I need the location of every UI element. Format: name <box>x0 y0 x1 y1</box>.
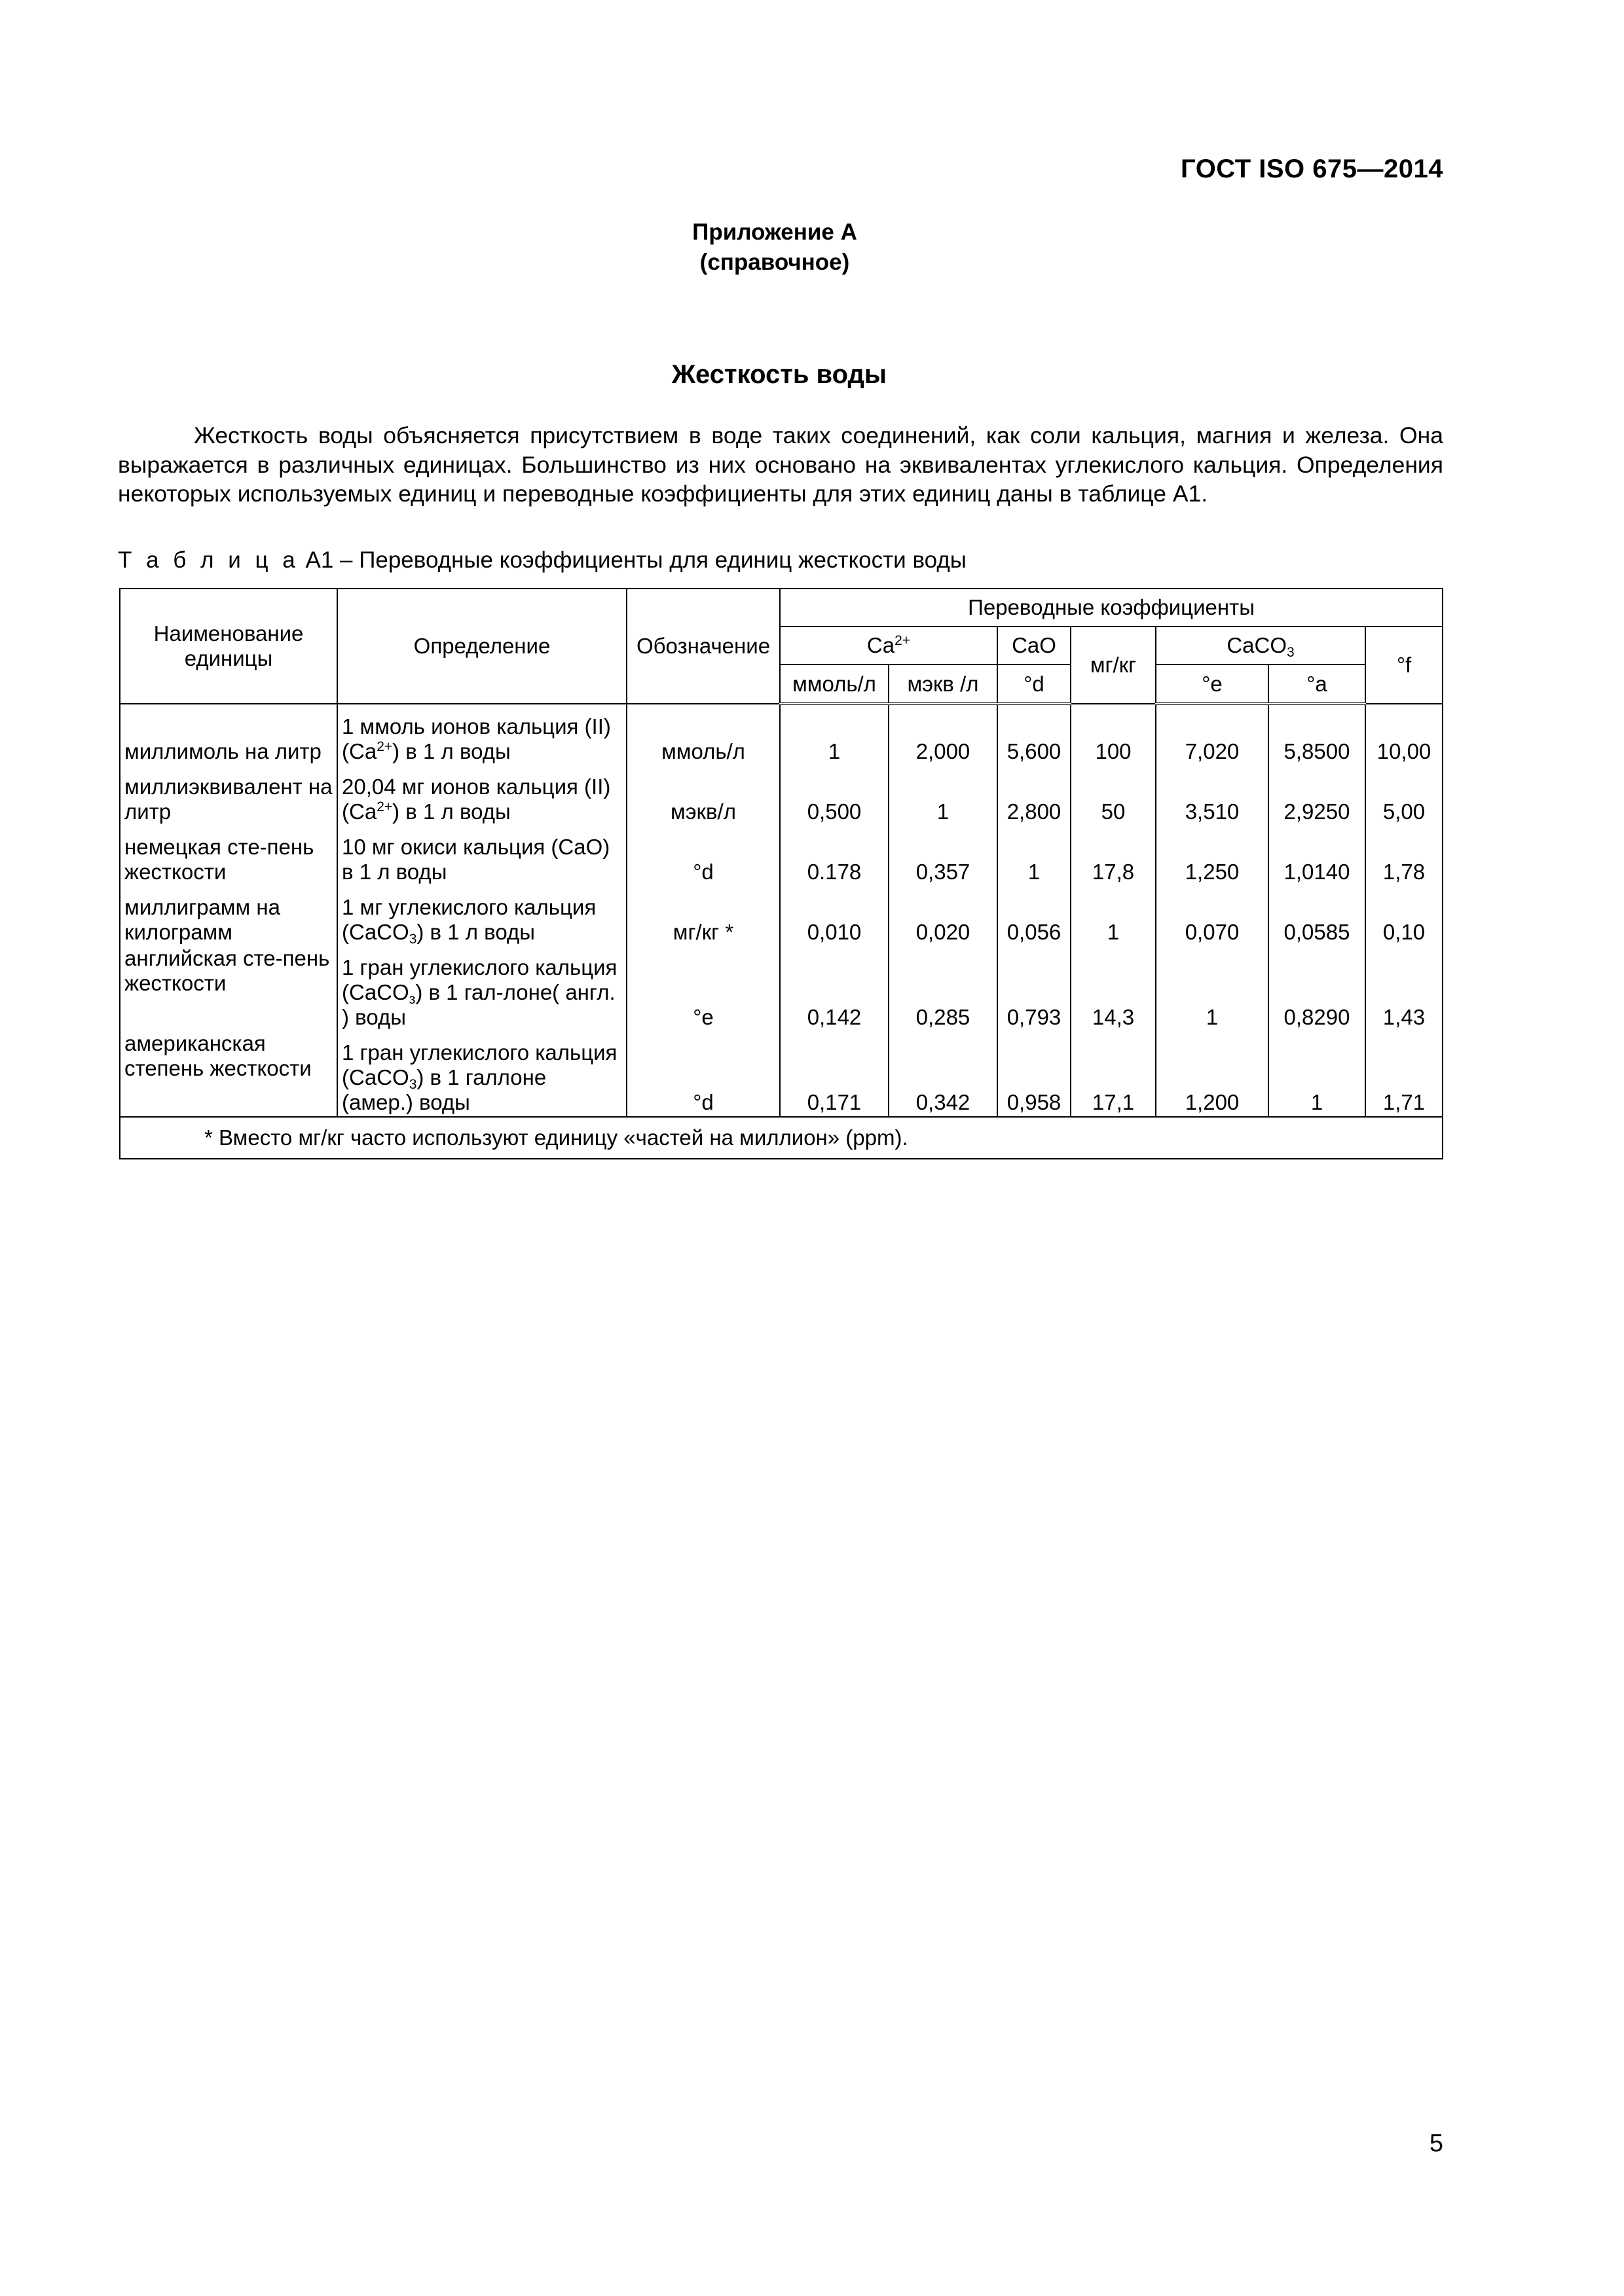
row-definition <box>337 765 627 826</box>
row-value: 1 <box>1156 946 1268 1031</box>
row-value: 0,020 <box>889 886 997 946</box>
row-unit-name: миллимоль на литр <box>120 704 337 765</box>
row-definition-sub: з <box>409 992 416 1007</box>
table-caption-number: А1 <box>305 547 334 573</box>
header-ca-charge: 2+ <box>895 633 911 648</box>
row-designation: °d <box>627 826 780 886</box>
table-row <box>120 826 1443 886</box>
header-unit-name: Наименование единицы <box>120 589 337 704</box>
row-value: 17,1 <box>1071 1031 1156 1117</box>
table-footer <box>120 1117 1443 1159</box>
row-unit-name: миллиэквивалент на литр <box>120 765 337 826</box>
row-value: 0,958 <box>997 1031 1071 1117</box>
row-value: 7,020 <box>1156 704 1268 765</box>
row-unit-name: миллиграмм на килограмм <box>120 886 337 946</box>
table-row <box>120 886 1443 946</box>
row-definition <box>337 704 627 765</box>
row-definition: 10 мг окиси кальция (CaO) в 1 л воды <box>337 826 627 886</box>
row-value: 1 <box>889 765 997 826</box>
table-header <box>120 589 1443 704</box>
row-value: 1,78 <box>1365 826 1443 886</box>
row-definition-text: 20,04 мг ионов кальция (II) (Ca <box>342 774 611 824</box>
row-definition-text: 1 мг углекислого кальция (CaCO <box>342 895 597 944</box>
row-value: 5,600 <box>997 704 1071 765</box>
header-degree-e: °e <box>1156 665 1268 704</box>
header-caco3 <box>1156 627 1365 665</box>
intro-paragraph: Жесткость воды объясняется присутствием в воде таких соединений, как соли кальция, магния и железа. Она выражается в различных единицах. Большинство из них основано на эквивалентах углекислого кальция. Определения некоторых используемых единиц и переводные коэффициенты для этих единиц даны в таблице А1. <box>118 422 1443 507</box>
table-caption-text: – Переводные коэффициенты для единиц жесткости воды <box>333 547 967 573</box>
row-definition-sup: 2+ <box>377 799 393 814</box>
row-value: 3,510 <box>1156 765 1268 826</box>
row-value: 5,00 <box>1365 765 1443 826</box>
row-value: 0,342 <box>889 1031 997 1117</box>
row-definition-text: ) в 1 галлоне (амер.) воды <box>342 1065 547 1114</box>
header-designation: Обозначение <box>627 589 780 704</box>
row-definition-text: 1 гран углекислого кальция (CaCO <box>342 1040 618 1089</box>
header-row <box>120 589 1443 627</box>
table-row <box>120 1031 1443 1117</box>
row-value: 0,070 <box>1156 886 1268 946</box>
row-definition-text: ) в 1 л воды <box>392 799 511 824</box>
row-designation: °e <box>627 946 780 1031</box>
row-value: 0,142 <box>780 946 889 1031</box>
row-value: 1 <box>780 704 889 765</box>
row-value: 17,8 <box>1071 826 1156 886</box>
header-mekv-per-l: мэкв /л <box>889 665 997 704</box>
row-definition-text: 1 ммоль ионов кальция (II) (Ca <box>342 714 611 763</box>
row-designation: мэкв/л <box>627 765 780 826</box>
row-value: 1,200 <box>1156 1031 1268 1117</box>
row-value: 1,250 <box>1156 826 1268 886</box>
row-value: 14,3 <box>1071 946 1156 1031</box>
annex-subtitle: (справочное) <box>699 249 850 275</box>
row-designation: ммоль/л <box>627 704 780 765</box>
header-degree-f: °f <box>1365 627 1443 704</box>
row-value: 50 <box>1071 765 1156 826</box>
row-value: 0,357 <box>889 826 997 886</box>
row-value: 2,9250 <box>1268 765 1365 826</box>
header-degree-a: °a <box>1268 665 1365 704</box>
row-value: 5,8500 <box>1268 704 1365 765</box>
row-value: 0,0585 <box>1268 886 1365 946</box>
row-unit-name: американская степень жесткости <box>120 1031 337 1117</box>
table-row <box>120 704 1443 765</box>
row-value: 0,8290 <box>1268 946 1365 1031</box>
row-designation: мг/кг * <box>627 886 780 946</box>
header-mmol-per-l: ммоль/л <box>780 665 889 704</box>
header-caco3-text: CaCO <box>1227 633 1287 657</box>
row-designation: °d <box>627 1031 780 1117</box>
document-code-header: ГОСТ ISO 675—2014 <box>1181 155 1443 183</box>
row-definition <box>337 946 627 1031</box>
row-value: 1,0140 <box>1268 826 1365 886</box>
table-footnote: * Вместо мг/кг часто используют единицу «частей на миллион» (ppm). <box>120 1117 1443 1159</box>
row-definition-sup: 2+ <box>377 739 393 754</box>
row-definition-sub: 3 <box>409 932 417 947</box>
header-definition: Определение <box>337 589 627 704</box>
row-value: 1 <box>1071 886 1156 946</box>
row-value: 0,056 <box>997 886 1071 946</box>
row-definition-sub: 3 <box>409 1077 417 1092</box>
row-definition-text: 1 гран углекислого кальция (CaCO <box>342 955 618 1004</box>
header-cao: CaO <box>997 627 1071 665</box>
annex-heading <box>0 217 1549 278</box>
row-definition <box>337 1031 627 1117</box>
section-title: Жесткость воды <box>671 360 887 389</box>
row-value: 0,793 <box>997 946 1071 1031</box>
table-caption-prefix: Т а б л и ц а <box>118 547 299 573</box>
header-degree-d: °d <box>997 665 1071 704</box>
row-value: 0,500 <box>780 765 889 826</box>
row-definition-text: ) в 1 л воды <box>392 739 511 763</box>
row-value: 100 <box>1071 704 1156 765</box>
row-unit-name: английская сте-пень жесткости <box>120 946 337 1031</box>
header-mg-per-kg: мг/кг <box>1071 627 1156 704</box>
header-ca-text: Ca <box>866 633 895 657</box>
hardness-conversion-table <box>119 588 1443 1159</box>
row-value: 1,71 <box>1365 1031 1443 1117</box>
row-value: 2,800 <box>997 765 1071 826</box>
row-value: 0,171 <box>780 1031 889 1117</box>
row-value: 10,00 <box>1365 704 1443 765</box>
row-value: 1 <box>997 826 1071 886</box>
annex-title: Приложение А <box>692 219 857 245</box>
row-definition-text: ) в 1 л воды <box>416 920 535 944</box>
row-value: 0,010 <box>780 886 889 946</box>
row-value: 1,43 <box>1365 946 1443 1031</box>
table-caption <box>118 547 967 574</box>
table-row <box>120 946 1443 1031</box>
header-ca2plus <box>780 627 997 665</box>
table-row <box>120 765 1443 826</box>
row-value: 0,10 <box>1365 886 1443 946</box>
row-value: 2,000 <box>889 704 997 765</box>
row-definition-text: ) в 1 гал-лоне( англ. ) воды <box>342 980 616 1029</box>
footnote-row <box>120 1117 1443 1159</box>
row-value: 0,285 <box>889 946 997 1031</box>
row-value: 0.178 <box>780 826 889 886</box>
row-unit-name: немецкая сте-пень жесткости <box>120 826 337 886</box>
header-conversion-factors: Переводные коэффициенты <box>780 589 1443 627</box>
table-body <box>120 704 1443 1117</box>
row-definition <box>337 886 627 946</box>
header-caco3-index: 3 <box>1287 645 1295 660</box>
row-value: 1 <box>1268 1031 1365 1117</box>
page-number: 5 <box>1429 2130 1443 2157</box>
